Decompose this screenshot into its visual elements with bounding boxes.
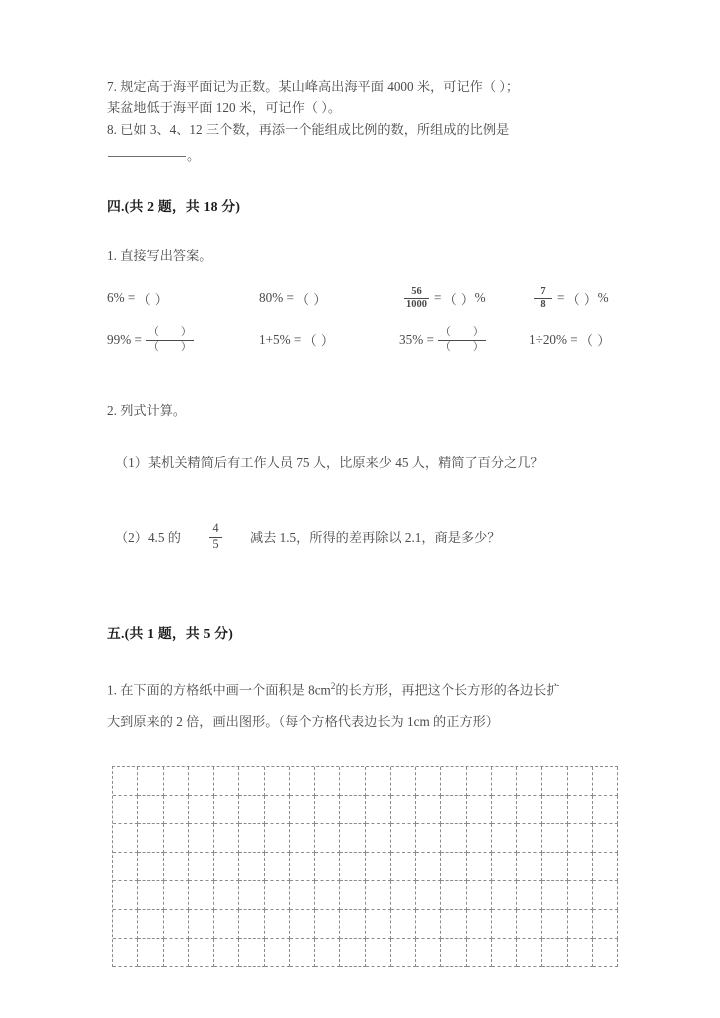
grid-cell[interactable] [340, 824, 365, 853]
grid-cell[interactable] [366, 796, 391, 825]
superscript-squared: 2 [330, 680, 336, 691]
calc-answer-blank[interactable]: （ ） [579, 333, 611, 349]
fraction-numerator: 56 [411, 286, 422, 297]
grid-cell[interactable] [542, 796, 567, 825]
grid-cell[interactable] [214, 910, 239, 939]
grid-cell[interactable] [492, 853, 517, 882]
section-4-question-1-label: 1. 直接写出答案。 [107, 248, 213, 263]
grid-cell[interactable] [214, 796, 239, 825]
grid-cell[interactable] [340, 767, 365, 796]
section-5-q1-part-2: 的长方形，再把这个长方形的各边长扩 [335, 682, 560, 698]
grid-cell[interactable] [113, 796, 138, 825]
grid-cell[interactable] [391, 939, 416, 968]
fraction-4-5 [209, 522, 222, 552]
grid-cell[interactable] [467, 767, 492, 796]
grid-cell[interactable] [441, 881, 466, 910]
grid-cell[interactable] [542, 767, 567, 796]
question-8 [107, 119, 619, 166]
grid-cell[interactable] [315, 881, 340, 910]
grid-cell[interactable] [189, 767, 214, 796]
paren-open: （ [439, 340, 451, 353]
section-5-q1-part-1: 1. 在下面的方格纸中画一个面积是 8cm [107, 682, 331, 698]
grid-cell[interactable] [366, 853, 391, 882]
grid-cell[interactable] [265, 910, 290, 939]
page-content [107, 76, 619, 967]
question-7 [107, 76, 619, 118]
grid-cell[interactable] [290, 824, 315, 853]
answer-blank [108, 156, 186, 157]
calc-lead: 1÷20% = [529, 331, 578, 347]
percent-sign: % [474, 290, 486, 306]
question-8-period: 。 [187, 148, 201, 163]
grid-cell[interactable] [467, 881, 492, 910]
grid-cell[interactable] [239, 881, 264, 910]
grid-cell[interactable] [138, 796, 163, 825]
grid-cell[interactable] [164, 767, 189, 796]
grid-cell[interactable] [416, 767, 441, 796]
grid-cell[interactable] [391, 910, 416, 939]
grid-cell[interactable] [113, 881, 138, 910]
grid-cell[interactable] [492, 881, 517, 910]
grid-cell[interactable] [593, 881, 618, 910]
grid-cell[interactable] [441, 853, 466, 882]
calc-item-1-div-20-percent [529, 330, 611, 349]
grid-paper-wrapper [112, 766, 619, 967]
grid-cell[interactable] [391, 824, 416, 853]
grid-cell[interactable] [113, 767, 138, 796]
fraction-denominator: 8 [540, 299, 546, 311]
grid-cell[interactable] [568, 796, 593, 825]
fraction-numerator-blank[interactable] [438, 326, 486, 339]
arithmetic-row-1 [107, 286, 619, 310]
grid-cell[interactable] [189, 824, 214, 853]
grid-cell[interactable] [239, 824, 264, 853]
grid-cell[interactable] [593, 767, 618, 796]
grid-cell[interactable] [492, 796, 517, 825]
grid-cell[interactable] [340, 910, 365, 939]
grid-cell[interactable] [492, 824, 517, 853]
question-8-line-1: 8. 已如 3、4、12 三个数，再添一个能组成比例的数，所组成的比例是 [107, 122, 510, 137]
word-problem-2-suffix: 减去 1.5，所得的差再除以 2.1，商是多少？ [249, 529, 501, 545]
fraction-numerator-blank[interactable] [146, 326, 194, 339]
grid-cell[interactable] [138, 939, 163, 968]
section-4-heading: 四.(共 2 题，共 18 分) [107, 199, 241, 214]
grid-cell[interactable] [189, 853, 214, 882]
calc-lead: 1+5% = [259, 331, 302, 347]
grid-cell[interactable] [290, 796, 315, 825]
grid-cell[interactable] [593, 939, 618, 968]
grid-cell[interactable] [315, 824, 340, 853]
paren-close: ） [180, 340, 192, 353]
grid-cell[interactable] [366, 910, 391, 939]
grid-cell[interactable] [138, 767, 163, 796]
grid-cell[interactable] [366, 824, 391, 853]
grid-cell[interactable] [340, 853, 365, 882]
grid-cell[interactable] [441, 910, 466, 939]
section-5-q1-line-2: 大到原来的 2 倍，画出图形。（每个方格代表边长为 1cm 的正方形） [107, 714, 499, 730]
grid-cell[interactable] [290, 881, 315, 910]
paren-close: ） [472, 326, 484, 339]
question-7-line-1: 7. 规定高于海平面记为正数。某山峰高出海平面 4000 米，可记作（ ）； [107, 79, 520, 94]
calc-answer-blank[interactable]: （ ） [443, 291, 475, 307]
equals-sign: = [557, 290, 565, 306]
grid-cell[interactable] [391, 881, 416, 910]
fraction-numerator: 4 [212, 521, 219, 536]
calc-lead: 6% = [107, 290, 136, 306]
grid-cell[interactable] [492, 939, 517, 968]
grid-cell[interactable] [315, 767, 340, 796]
grid-cell[interactable] [290, 939, 315, 968]
paren-close: ） [180, 326, 192, 339]
grid-cell[interactable] [214, 939, 239, 968]
calc-lead: 35% = [399, 331, 434, 347]
section-5-heading: 五.(共 1 题，共 5 分) [107, 625, 234, 641]
grid-cell[interactable] [164, 853, 189, 882]
equals-sign: = [434, 290, 442, 306]
grid-cell[interactable] [189, 796, 214, 825]
calc-item-56-over-1000 [399, 286, 529, 310]
grid-cell[interactable] [568, 910, 593, 939]
grid-cell[interactable] [239, 910, 264, 939]
calc-item-1-plus-5-percent [259, 330, 399, 349]
grid-cell[interactable] [113, 853, 138, 882]
grid-cell[interactable] [138, 824, 163, 853]
grid-cell[interactable] [340, 939, 365, 968]
grid-cell[interactable] [416, 853, 441, 882]
fraction-denominator: 1000 [406, 299, 427, 311]
section-5-question-1 [107, 670, 619, 738]
grid-cell[interactable] [138, 910, 163, 939]
grid-cell[interactable] [366, 881, 391, 910]
grid-cell[interactable] [593, 853, 618, 882]
grid-cell[interactable] [340, 881, 365, 910]
grid-cell[interactable] [113, 939, 138, 968]
grid-cell[interactable] [542, 881, 567, 910]
paren-close: ） [472, 340, 484, 353]
grid-cell[interactable] [542, 939, 567, 968]
grid-cell[interactable] [416, 881, 441, 910]
grid-cell[interactable] [315, 939, 340, 968]
grid-cell[interactable] [265, 853, 290, 882]
calc-answer-blank[interactable]: （ ） [295, 291, 328, 307]
grid-cell[interactable] [517, 881, 542, 910]
grid-cell[interactable] [265, 796, 290, 825]
grid-cell[interactable] [568, 939, 593, 968]
grid-cell[interactable] [542, 910, 567, 939]
calc-item-7-over-8 [529, 286, 611, 310]
calc-answer-blank[interactable]: （ ） [137, 291, 169, 307]
grid-cell[interactable] [315, 853, 340, 882]
grid-cell[interactable] [113, 824, 138, 853]
grid-cell[interactable] [542, 853, 567, 882]
grid-cell[interactable] [214, 767, 239, 796]
grid-cell[interactable] [568, 767, 593, 796]
grid-cell[interactable] [366, 939, 391, 968]
grid-cell[interactable] [441, 767, 466, 796]
grid-paper[interactable] [112, 766, 618, 967]
grid-cell[interactable] [492, 767, 517, 796]
grid-cell[interactable] [517, 853, 542, 882]
grid-cell[interactable] [290, 910, 315, 939]
word-problem-2-prefix: （2）4.5 的 [115, 529, 181, 545]
grid-cell[interactable] [467, 910, 492, 939]
grid-cell[interactable] [467, 939, 492, 968]
question-7-line-2: 某盆地低于海平面 120 米，可记作（ ）。 [107, 100, 342, 115]
grid-cell[interactable] [467, 853, 492, 882]
grid-cell[interactable] [568, 881, 593, 910]
grid-cell[interactable] [239, 767, 264, 796]
grid-cell[interactable] [189, 910, 214, 939]
grid-cell[interactable] [467, 824, 492, 853]
grid-cell[interactable] [416, 824, 441, 853]
grid-cell[interactable] [315, 910, 340, 939]
grid-cell[interactable] [265, 767, 290, 796]
grid-cell[interactable] [164, 824, 189, 853]
grid-cell[interactable] [542, 824, 567, 853]
grid-cell[interactable] [265, 939, 290, 968]
grid-cell[interactable] [517, 796, 542, 825]
grid-cell[interactable] [441, 824, 466, 853]
grid-cell[interactable] [416, 910, 441, 939]
grid-cell[interactable] [593, 796, 618, 825]
calc-lead: 80% = [259, 290, 294, 306]
calc-answer-blank[interactable]: （ ） [566, 291, 598, 307]
grid-cell[interactable] [164, 796, 189, 825]
calc-lead: 99% = [107, 331, 142, 347]
grid-cell[interactable] [315, 796, 340, 825]
word-problem-2 [107, 522, 619, 552]
grid-cell[interactable] [416, 939, 441, 968]
grid-cell[interactable] [391, 796, 416, 825]
grid-cell[interactable] [568, 824, 593, 853]
grid-cell[interactable] [265, 881, 290, 910]
grid-cell[interactable] [138, 853, 163, 882]
grid-cell[interactable] [164, 910, 189, 939]
fraction-blank-99[interactable] [146, 326, 194, 353]
paren-open: （ [439, 326, 451, 339]
paren-open: （ [147, 326, 159, 339]
calc-item-35-percent [399, 326, 529, 353]
grid-cell[interactable] [340, 796, 365, 825]
paren-open: （ [147, 340, 159, 353]
grid-cell[interactable] [113, 910, 138, 939]
grid-cell[interactable] [517, 939, 542, 968]
grid-cell[interactable] [593, 910, 618, 939]
question-8-answer-line [107, 145, 619, 166]
grid-cell[interactable] [214, 853, 239, 882]
grid-cell[interactable] [214, 824, 239, 853]
grid-cell[interactable] [290, 767, 315, 796]
grid-cell[interactable] [441, 939, 466, 968]
percent-sign: % [597, 290, 609, 306]
fraction-7-8 [534, 286, 552, 310]
grid-cell[interactable] [517, 824, 542, 853]
grid-cell[interactable] [189, 939, 214, 968]
grid-cell[interactable] [492, 910, 517, 939]
fraction-denominator-blank[interactable] [146, 341, 194, 354]
grid-cell[interactable] [290, 853, 315, 882]
grid-cell[interactable] [239, 796, 264, 825]
grid-cell[interactable] [416, 796, 441, 825]
grid-cell[interactable] [164, 939, 189, 968]
grid-cell[interactable] [214, 881, 239, 910]
grid-cell[interactable] [366, 767, 391, 796]
grid-cell[interactable] [467, 796, 492, 825]
fraction-denominator: 5 [212, 537, 219, 552]
grid-cell[interactable] [593, 824, 618, 853]
grid-cell[interactable] [517, 767, 542, 796]
grid-cell[interactable] [239, 853, 264, 882]
grid-cell[interactable] [391, 853, 416, 882]
grid-cell[interactable] [441, 796, 466, 825]
grid-cell[interactable] [239, 939, 264, 968]
grid-cell[interactable] [568, 853, 593, 882]
calc-answer-blank[interactable]: （ ） [303, 333, 335, 349]
grid-cell[interactable] [138, 881, 163, 910]
grid-cell[interactable] [391, 767, 416, 796]
calc-item-6-percent [107, 289, 259, 308]
calc-item-80-percent [259, 289, 399, 308]
section-4-question-2-label: 2. 列式计算。 [107, 403, 187, 419]
fraction-56-1000 [404, 286, 429, 310]
grid-cell[interactable] [265, 824, 290, 853]
fraction-denominator-blank[interactable] [438, 341, 486, 354]
grid-cell[interactable] [517, 910, 542, 939]
arithmetic-row-2 [107, 326, 619, 353]
fraction-numerator: 7 [540, 286, 546, 297]
word-problem-1: （1）某机关精简后有工作人员 75 人，比原来少 45 人，精简了百分之几？ [115, 455, 544, 471]
calc-item-99-percent [107, 326, 259, 353]
grid-cell[interactable] [189, 881, 214, 910]
fraction-blank-35[interactable] [438, 326, 486, 353]
grid-cell[interactable] [164, 881, 189, 910]
